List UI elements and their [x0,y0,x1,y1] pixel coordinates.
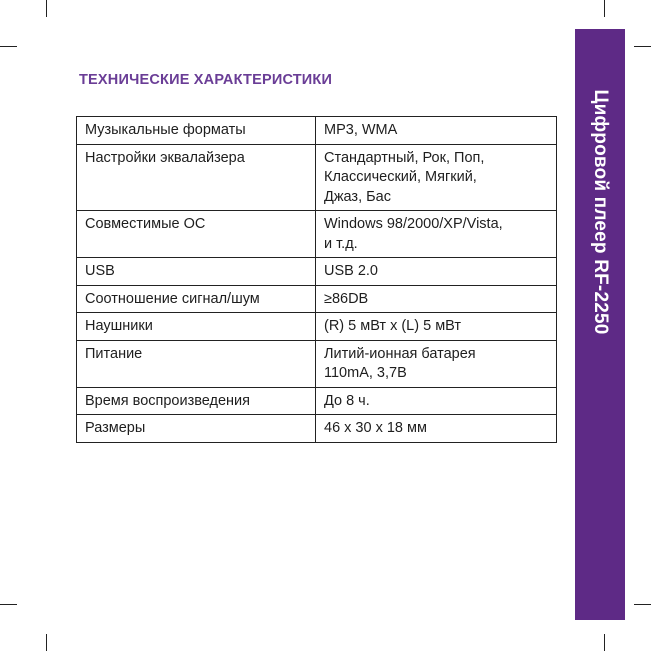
table-row [77,340,557,387]
spec-name: Совместимые ОС [77,211,316,258]
spec-name: Размеры [77,415,316,443]
table-row [77,285,557,313]
spec-value: Литий-ионная батарея 110mA, 3,7В [316,340,557,387]
table-row [77,313,557,341]
spec-name: USB [77,258,316,286]
crop-mark-top-right-h [634,46,651,47]
crop-mark-top-right-v [604,0,605,17]
table-row [77,211,557,258]
spec-value: До 8 ч. [316,387,557,415]
spec-name: Соотношение сигнал/шум [77,285,316,313]
spec-name: Наушники [77,313,316,341]
spec-value: ≥86DB [316,285,557,313]
spec-value: (R) 5 мВт x (L) 5 мВт [316,313,557,341]
table-row [77,144,557,211]
crop-mark-top-left-h [0,46,17,47]
spec-value: 46 x 30 x 18 мм [316,415,557,443]
side-tab-label: Цифровой плеер RF-2250 [590,89,611,335]
spec-name: Время воспроизведения [77,387,316,415]
table-row [77,415,557,443]
spec-name: Музыкальные форматы [77,117,316,145]
section-title: ТЕХНИЧЕСКИЕ ХАРАКТЕРИСТИКИ [79,72,333,88]
spec-value: Стандартный, Рок, Поп, Классический, Мягкий, Джаз, Бас [316,144,557,211]
spec-value: USB 2.0 [316,258,557,286]
spec-table [76,116,557,443]
table-row [77,387,557,415]
crop-mark-bottom-right-v [604,634,605,651]
crop-mark-top-left-v [46,0,47,17]
crop-mark-bottom-right-h [634,604,651,605]
table-row [77,258,557,286]
crop-mark-bottom-left-v [46,634,47,651]
crop-mark-bottom-left-h [0,604,17,605]
spec-name: Питание [77,340,316,387]
spec-value: Windows 98/2000/XP/Vista, и т.д. [316,211,557,258]
table-row [77,117,557,145]
spec-value: MP3, WMA [316,117,557,145]
spec-name: Настройки эквалайзера [77,144,316,211]
